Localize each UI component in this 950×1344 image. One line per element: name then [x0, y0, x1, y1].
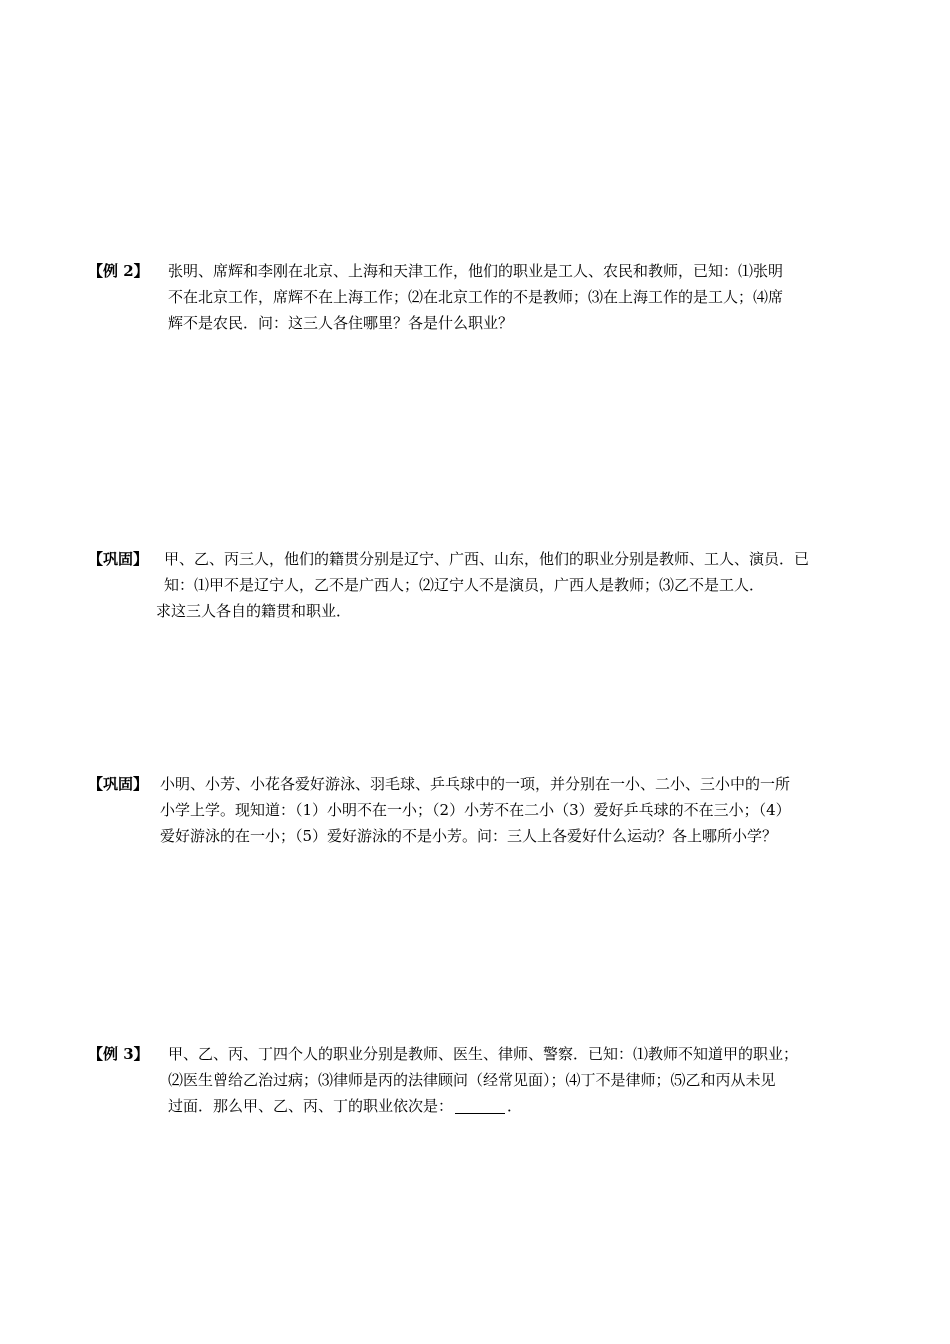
problem-text-line: 知：⑴甲不是辽宁人，乙不是广西人；⑵辽宁人不是演员，广西人是教师；⑶乙不是工人． [164, 576, 765, 594]
problem-tag: 【巩固】 [88, 775, 149, 793]
problem-tag: 【巩固】 [88, 550, 149, 568]
problem-tag: 【例 2】 [88, 262, 149, 280]
problem-text-line: ⑵医生曾给乙治过病；⑶律师是丙的法律顾问（经常见面）；⑷丁不是律师；⑸乙和丙从未见 [168, 1071, 776, 1089]
problem-text-line: 不在北京工作，席辉不在上海工作；⑵在北京工作的不是教师；⑶在上海工作的是工人；⑷席 [168, 288, 784, 306]
problem-text-line: 爱好游泳的在一小；（5）爱好游泳的不是小芳。问：三人上各爱好什么运动？各上哪所小学？ [160, 827, 778, 845]
problem-text-line: 甲、乙、丙三人，他们的籍贯分别是辽宁、广西、山东，他们的职业分别是教师、工人、演员．已 [164, 550, 810, 568]
problem-text-fragment: 过面．那么甲、乙、丙、丁的职业依次是： [168, 1097, 454, 1115]
problem-text-line: 辉不是农民．问：这三人各住哪里？各是什么职业？ [168, 314, 514, 332]
answer-blank[interactable] [455, 1097, 505, 1114]
problem-text-line: 小明、小芳、小花各爱好游泳、羽毛球、乒乓球中的一项，并分别在一小、二小、三小中的一所 [160, 775, 791, 793]
problem-text-line [168, 1093, 522, 1119]
problem-text-tail: ． [507, 1097, 523, 1115]
problem-text-line: 求这三人各自的籍贯和职业． [156, 602, 352, 620]
problem-text-line: 小学上学。现知道：（1）小明不在一小；（2）小芳不在二小（3）爱好乒乓球的不在三小；（4） [160, 801, 791, 819]
problem-tag: 【例 3】 [88, 1045, 149, 1063]
problem-text-line: 张明、席辉和李刚在北京、上海和天津工作，他们的职业是工人、农民和教师，已知：⑴张明 [168, 262, 784, 280]
problem-text-line: 甲、乙、丙、丁四个人的职业分别是教师、医生、律师、警察．已知：⑴教师不知道甲的职业； [168, 1045, 799, 1063]
